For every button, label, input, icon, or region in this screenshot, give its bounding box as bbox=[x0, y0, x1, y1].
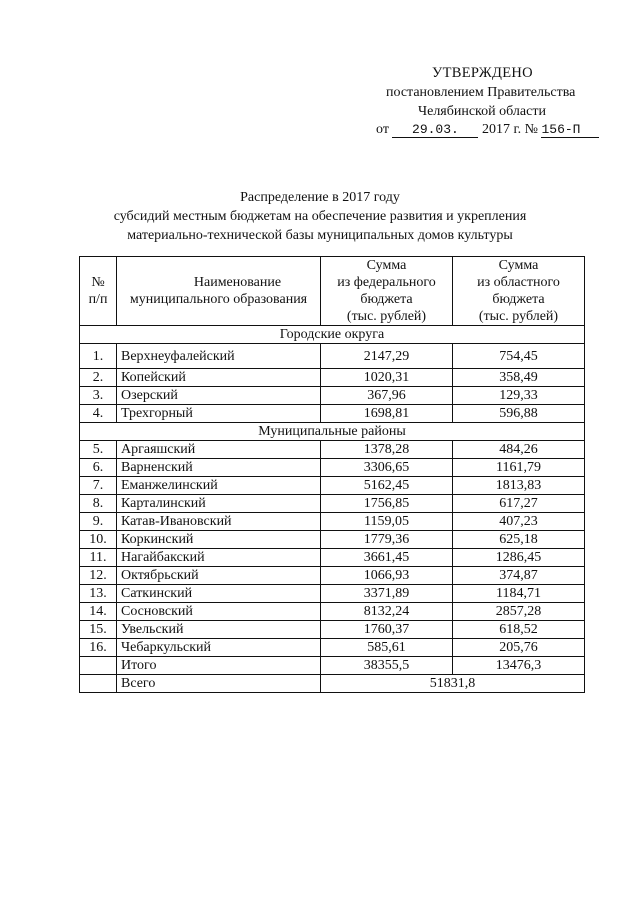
distribution-table bbox=[79, 256, 585, 693]
table-row bbox=[80, 567, 585, 585]
header-name: Наименование муниципального образования bbox=[117, 257, 321, 326]
row-number: 1. bbox=[80, 344, 117, 369]
federal-amount: 367,96 bbox=[321, 387, 453, 405]
approval-date-line bbox=[376, 120, 599, 140]
regional-amount: 617,27 bbox=[453, 495, 585, 513]
municipality-name: Саткинский bbox=[117, 585, 321, 603]
subtotal-empty bbox=[80, 657, 117, 675]
approval-issuer-line: постановлением Правительства bbox=[386, 85, 576, 100]
regional-amount: 374,87 bbox=[453, 567, 585, 585]
table-row bbox=[80, 441, 585, 459]
regional-amount: 358,49 bbox=[453, 369, 585, 387]
federal-amount: 3306,65 bbox=[321, 459, 453, 477]
municipality-name: Катав-Ивановский bbox=[117, 513, 321, 531]
row-number: 3. bbox=[80, 387, 117, 405]
regional-amount: 484,26 bbox=[453, 441, 585, 459]
municipality-name: Копейский bbox=[117, 369, 321, 387]
municipality-name: Нагайбакский bbox=[117, 549, 321, 567]
municipality-name: Чебаркульский bbox=[117, 639, 321, 657]
municipality-name: Еманжелинский bbox=[117, 477, 321, 495]
subtotal-label: Итого bbox=[117, 657, 321, 675]
regional-amount: 596,88 bbox=[453, 405, 585, 423]
table-row bbox=[80, 387, 585, 405]
row-number: 10. bbox=[80, 531, 117, 549]
title-line-2: субсидий местным бюджетам на обеспечение развития и укрепления bbox=[113, 209, 527, 224]
table-row bbox=[80, 603, 585, 621]
regional-amount: 754,45 bbox=[453, 344, 585, 369]
regional-amount: 1184,71 bbox=[453, 585, 585, 603]
date-field: 29.03. bbox=[392, 120, 478, 138]
municipality-name: Карталинский bbox=[117, 495, 321, 513]
total-value: 51831,8 bbox=[321, 675, 585, 693]
subtotal-federal: 38355,5 bbox=[321, 657, 453, 675]
subtotal-regional: 13476,3 bbox=[453, 657, 585, 675]
table-row bbox=[80, 585, 585, 603]
regional-amount: 2857,28 bbox=[453, 603, 585, 621]
row-number: 16. bbox=[80, 639, 117, 657]
federal-amount: 3371,89 bbox=[321, 585, 453, 603]
section-row-urban bbox=[80, 326, 585, 344]
row-number: 6. bbox=[80, 459, 117, 477]
approval-region-line: Челябинской области bbox=[418, 104, 546, 119]
row-number: 13. bbox=[80, 585, 117, 603]
row-number: 9. bbox=[80, 513, 117, 531]
municipality-name: Трехгорный bbox=[117, 405, 321, 423]
row-number: 5. bbox=[80, 441, 117, 459]
total-empty bbox=[80, 675, 117, 693]
year-number-label: 2017 г. № bbox=[481, 122, 538, 137]
row-number: 7. bbox=[80, 477, 117, 495]
number-field: 156-П bbox=[541, 120, 599, 138]
table-row bbox=[80, 513, 585, 531]
regional-amount: 129,33 bbox=[453, 387, 585, 405]
municipality-name: Сосновский bbox=[117, 603, 321, 621]
federal-amount: 1756,85 bbox=[321, 495, 453, 513]
subtotal-row bbox=[80, 657, 585, 675]
municipality-name: Варненский bbox=[117, 459, 321, 477]
row-number: 15. bbox=[80, 621, 117, 639]
regional-amount: 618,52 bbox=[453, 621, 585, 639]
table-row bbox=[80, 621, 585, 639]
header-regional: Сумма из областного бюджета (тыс. рублей) bbox=[453, 257, 585, 326]
table-row bbox=[80, 477, 585, 495]
total-label: Всего bbox=[117, 675, 321, 693]
table-row bbox=[80, 369, 585, 387]
federal-amount: 585,61 bbox=[321, 639, 453, 657]
federal-amount: 8132,24 bbox=[321, 603, 453, 621]
date-prefix: от bbox=[376, 122, 389, 137]
municipality-name: Увельский bbox=[117, 621, 321, 639]
approval-title: УТВЕРЖДЕНО bbox=[432, 65, 533, 81]
municipality-name: Коркинский bbox=[117, 531, 321, 549]
regional-amount: 625,18 bbox=[453, 531, 585, 549]
row-number: 8. bbox=[80, 495, 117, 513]
municipality-name: Аргаяшский bbox=[117, 441, 321, 459]
table-row bbox=[80, 549, 585, 567]
title-line-1: Распределение в 2017 году bbox=[240, 190, 400, 205]
federal-amount: 3661,45 bbox=[321, 549, 453, 567]
table-row bbox=[80, 344, 585, 369]
regional-amount: 205,76 bbox=[453, 639, 585, 657]
row-number: 14. bbox=[80, 603, 117, 621]
federal-amount: 1020,31 bbox=[321, 369, 453, 387]
row-number: 2. bbox=[80, 369, 117, 387]
section-row-municipal bbox=[80, 423, 585, 441]
table-row bbox=[80, 639, 585, 657]
row-number: 12. bbox=[80, 567, 117, 585]
title-line-3: материально-технической базы муниципальных домов культуры bbox=[127, 228, 513, 243]
federal-amount: 1378,28 bbox=[321, 441, 453, 459]
regional-amount: 1813,83 bbox=[453, 477, 585, 495]
row-number: 4. bbox=[80, 405, 117, 423]
federal-amount: 1760,37 bbox=[321, 621, 453, 639]
table-row bbox=[80, 405, 585, 423]
municipality-name: Октябрьский bbox=[117, 567, 321, 585]
regional-amount: 407,23 bbox=[453, 513, 585, 531]
section-title: Городские округа bbox=[80, 326, 585, 344]
regional-amount: 1161,79 bbox=[453, 459, 585, 477]
federal-amount: 5162,45 bbox=[321, 477, 453, 495]
header-number: № п/п bbox=[80, 257, 117, 326]
federal-amount: 2147,29 bbox=[321, 344, 453, 369]
table-row bbox=[80, 531, 585, 549]
header-federal: Сумма из федерального бюджета (тыс. рублей) bbox=[321, 257, 453, 326]
municipality-name: Озерский bbox=[117, 387, 321, 405]
municipality-name: Верхнеуфалейский bbox=[117, 344, 321, 369]
document-title bbox=[0, 188, 640, 245]
row-number: 11. bbox=[80, 549, 117, 567]
regional-amount: 1286,45 bbox=[453, 549, 585, 567]
table-row bbox=[80, 459, 585, 477]
table-header-row bbox=[80, 257, 585, 326]
federal-amount: 1066,93 bbox=[321, 567, 453, 585]
total-row bbox=[80, 675, 585, 693]
table-row bbox=[80, 495, 585, 513]
federal-amount: 1779,36 bbox=[321, 531, 453, 549]
federal-amount: 1698,81 bbox=[321, 405, 453, 423]
federal-amount: 1159,05 bbox=[321, 513, 453, 531]
section-title: Муниципальные районы bbox=[80, 423, 585, 441]
